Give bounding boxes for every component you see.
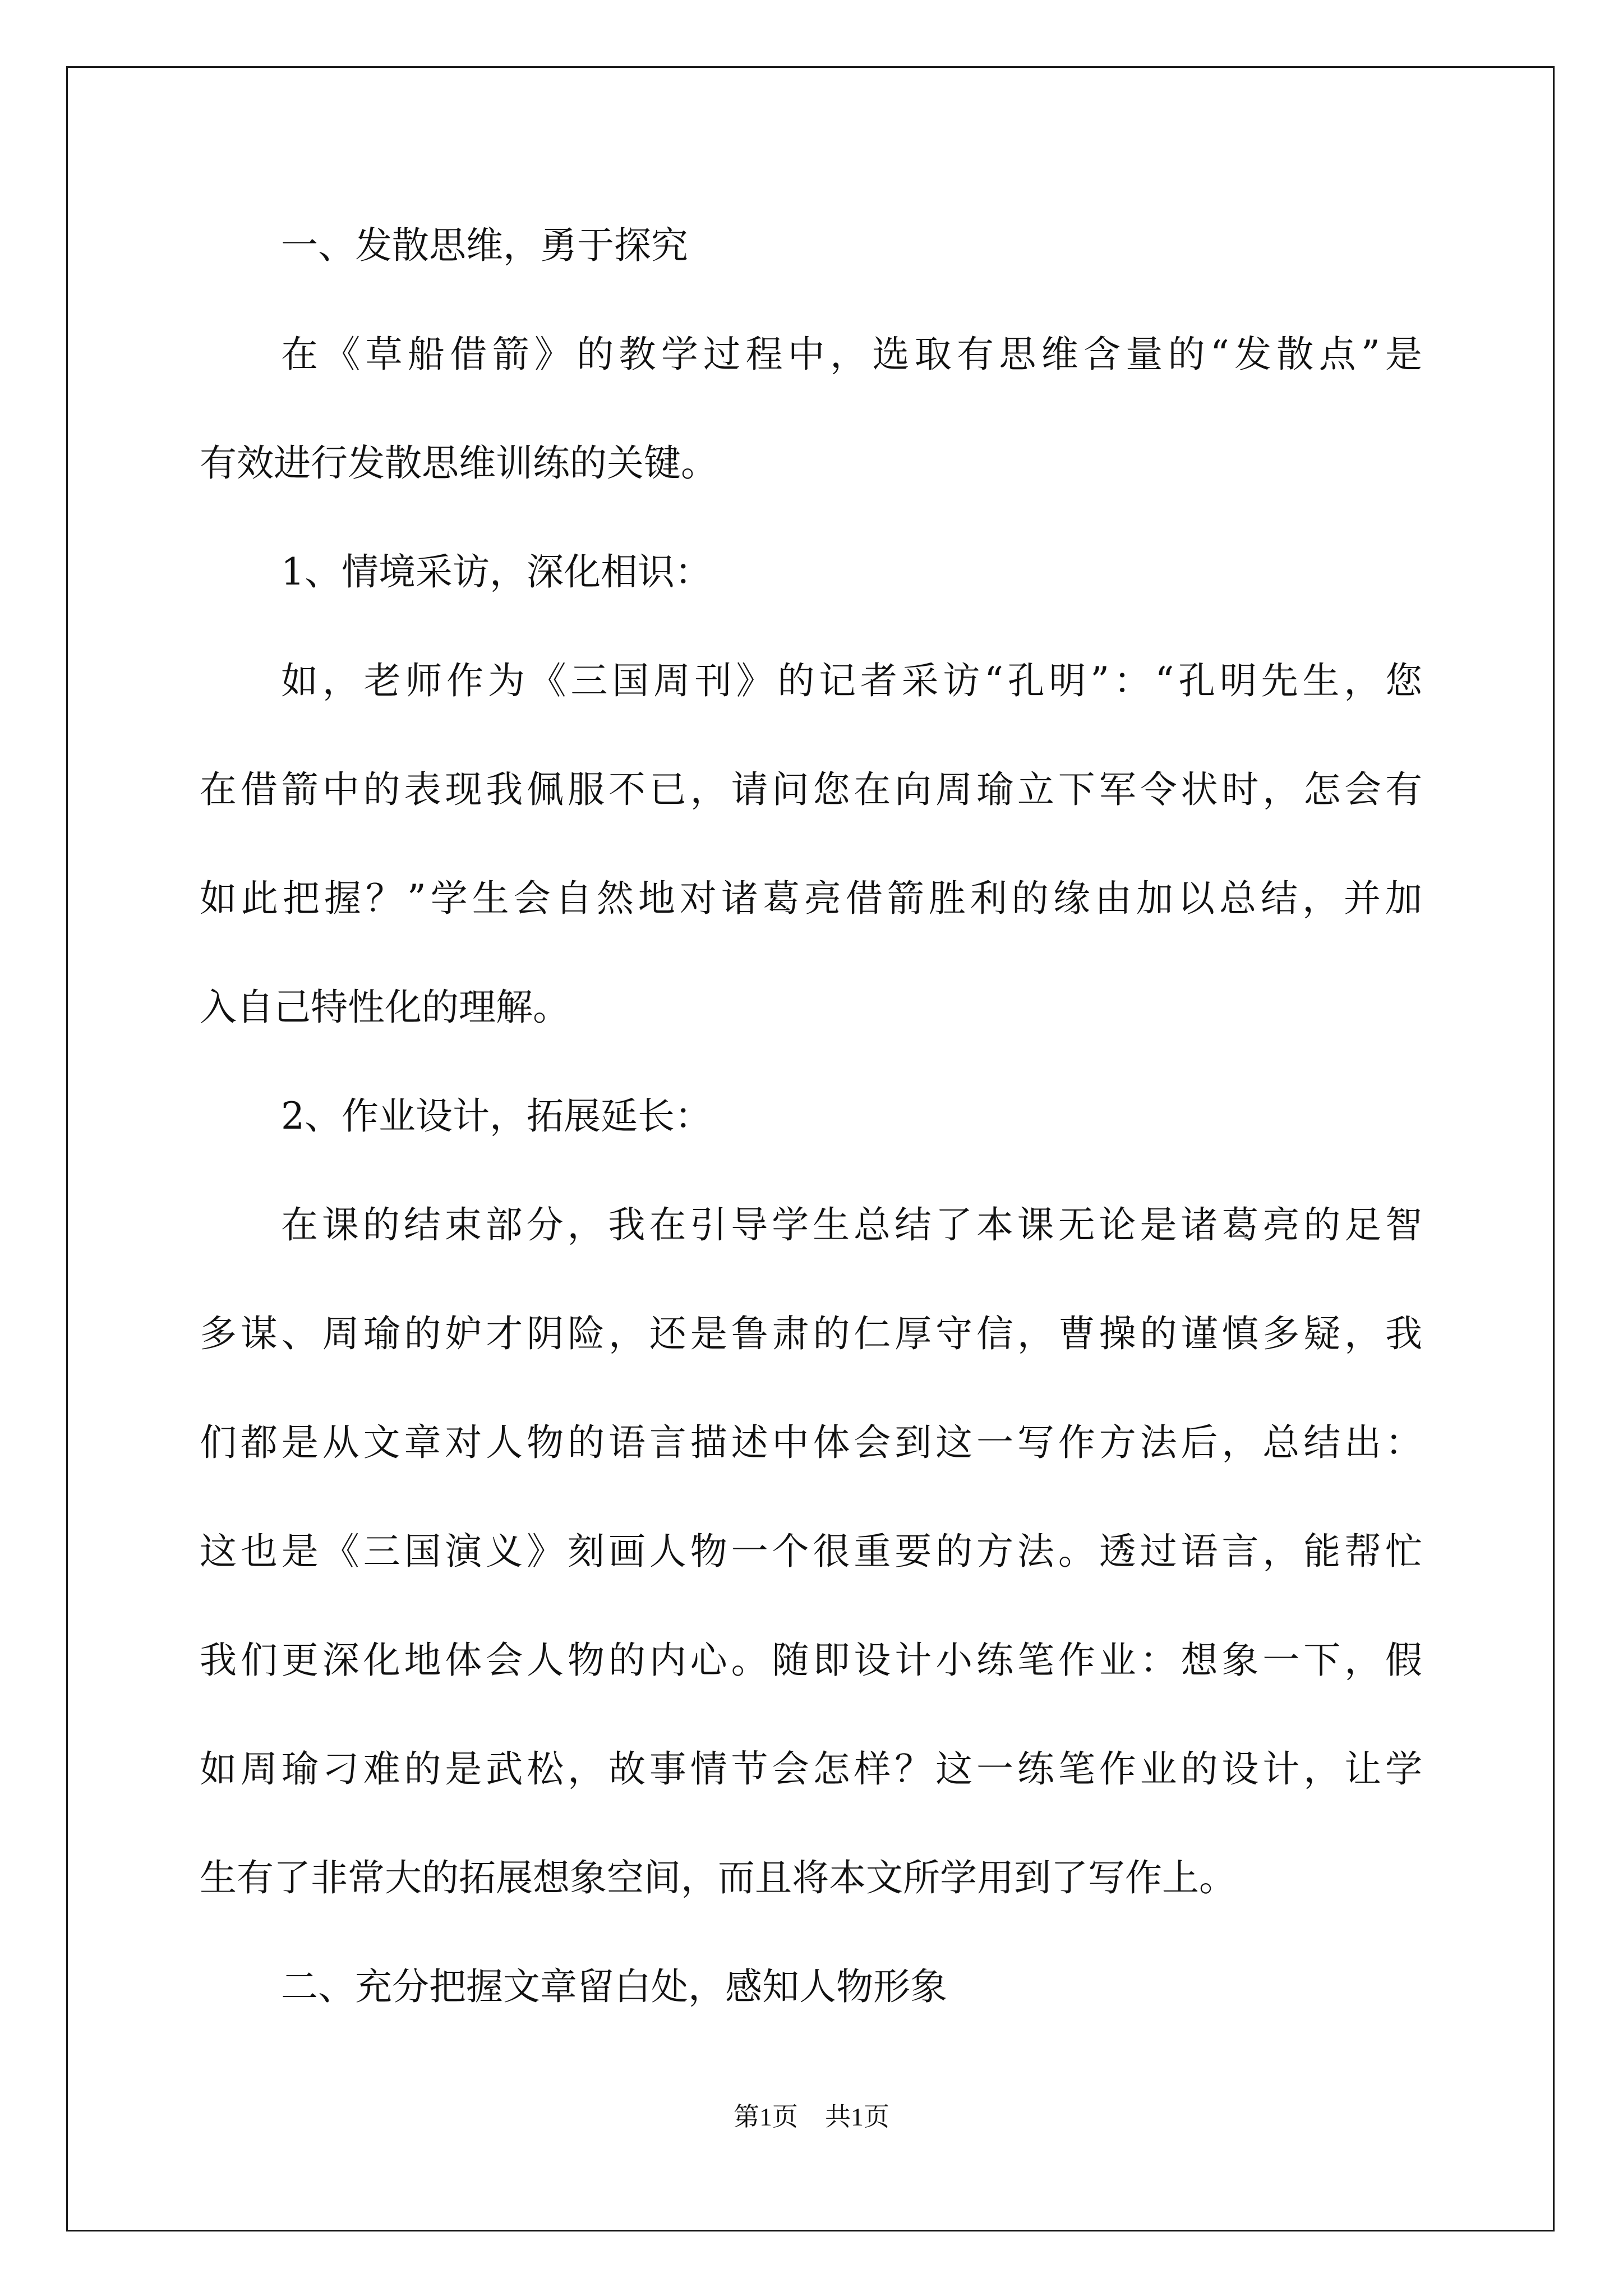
paragraph-line: 们都是从文章对人物的语言描述中体会到这一写作方法后，总结出： bbox=[200, 1421, 1422, 1464]
paragraph-line: 入自己特性化的理解。 bbox=[200, 986, 570, 1029]
subsection-heading: 1、情境采访，深化相识： bbox=[281, 550, 712, 593]
paragraph-line: 生有了非常大的拓展想象空间，而且将本文所学用到了写作上。 bbox=[200, 1856, 1236, 1899]
page-total: 共1页 bbox=[825, 2102, 889, 2131]
paragraph-line: 如周瑜刁难的是武松，故事情节会怎样？这一练笔作业的设计，让学 bbox=[200, 1747, 1422, 1791]
section-heading: 一、发散思维，勇于探究 bbox=[281, 224, 688, 267]
paragraph-line: 在借箭中的表现我佩服不已，请问您在向周瑜立下军令状时，怎会有 bbox=[200, 768, 1422, 811]
paragraph-line: 多谋、周瑜的妒才阴险，还是鲁肃的仁厚守信，曹操的谨慎多疑，我 bbox=[200, 1312, 1422, 1355]
paragraph-line: 这也是《三国演义》刻画人物一个很重要的方法。透过语言，能帮忙 bbox=[200, 1530, 1422, 1573]
paragraph-line: 有效进行发散思维训练的关键。 bbox=[200, 441, 718, 485]
paragraph-line: 如此把握？”学生会自然地对诸葛亮借箭胜利的缘由加以总结，并加 bbox=[200, 877, 1422, 920]
section-heading: 二、充分把握文章留白处，感知人物形象 bbox=[281, 1965, 947, 2008]
paragraph-line: 我们更深化地体会人物的内心。随即设计小练笔作业：想象一下，假 bbox=[200, 1639, 1422, 1682]
page-border bbox=[66, 66, 1555, 2231]
paragraph-line: 在《草船借箭》的教学过程中，选取有思维含量的“发散点”是 bbox=[281, 333, 1422, 376]
paragraph-line: 在课的结束部分，我在引导学生总结了本课无论是诸葛亮的足智 bbox=[281, 1203, 1422, 1246]
subsection-heading: 2、作业设计，拓展延长： bbox=[281, 1094, 712, 1138]
page-number: 第1页 bbox=[734, 2102, 798, 2131]
paragraph-line: 如，老师作为《三国周刊》的记者采访“孔明”：“孔明先生，您 bbox=[281, 659, 1422, 702]
page-footer bbox=[0, 2100, 1623, 2134]
